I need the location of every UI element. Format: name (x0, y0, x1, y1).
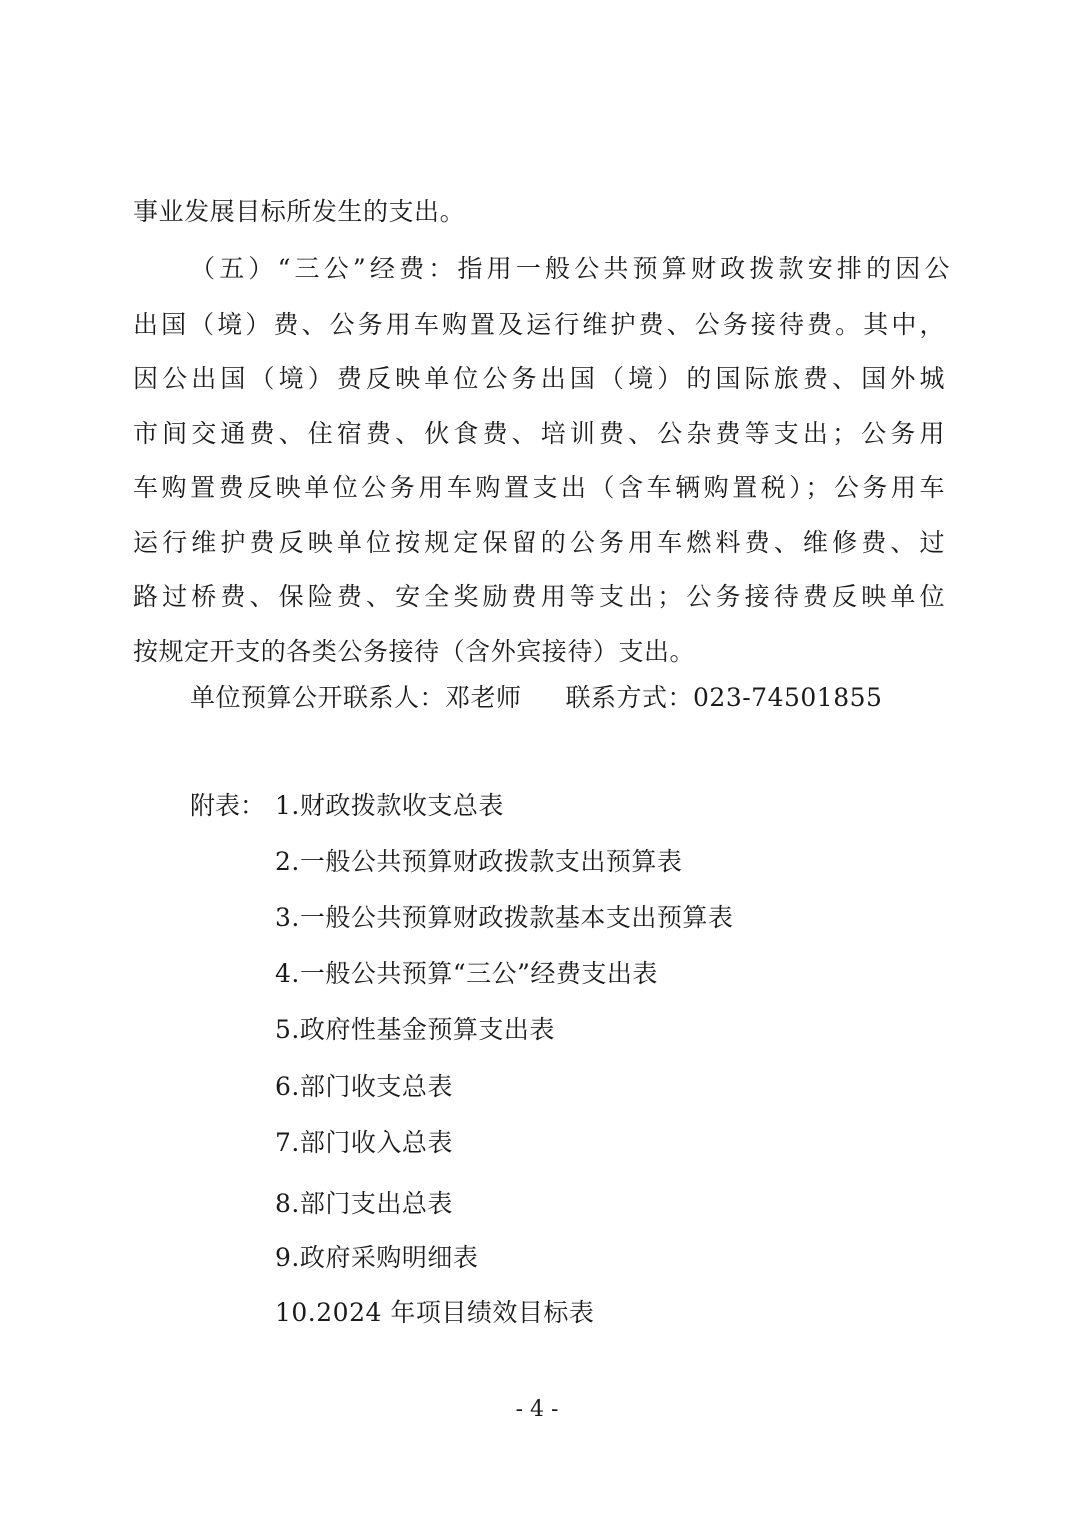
paragraph-line: 路过桥费、保险费、安全奖励费用等支出；公务接待费反映单位 (133, 582, 945, 611)
paragraph-line: 出国（境）费、公务用车购置及运行维护费、公务接待费。其中， (133, 310, 945, 339)
contact-phone: 联系方式：023-74501855 (565, 683, 883, 712)
paragraph-line: 按规定开支的各类公务接待（含外宾接待）支出。 (133, 637, 696, 666)
page-number: - 4 - (515, 1397, 559, 1422)
attachment-item: 9.政府采购明细表 (275, 1243, 479, 1272)
attachment-item: 10.2024 年项目绩效目标表 (275, 1298, 595, 1327)
paragraph-line: 车购置费反映单位公务用车购置支出（含车辆购置税）；公务用车 (133, 473, 945, 502)
paragraph-line: 事业发展目标所发生的支出。 (133, 197, 466, 226)
attachment-item: 5.政府性基金预算支出表 (275, 1015, 555, 1044)
section-heading-three-public-expenses: （五）“三公”经费：指用一般公共预算财政拨款安排的因公 (190, 254, 950, 283)
attachment-item: 3.一般公共预算财政拨款基本支出预算表 (275, 903, 734, 932)
attachment-item: 4.一般公共预算“三公”经费支出表 (275, 959, 658, 988)
attachment-item: 8.部门支出总表 (275, 1189, 453, 1218)
paragraph-line: 因公出国（境）费反映单位公务出国（境）的国际旅费、国外城 (133, 364, 945, 393)
attachment-item: 6.部门收支总表 (275, 1072, 453, 1101)
attachment-item: 7.部门收入总表 (275, 1128, 453, 1157)
paragraph-line: 市间交通费、住宿费、伙食费、培训费、公杂费等支出；公务用 (133, 419, 945, 448)
attachments-label: 附表： (190, 791, 266, 820)
paragraph-line: 运行维护费反映单位按规定保留的公务用车燃料费、维修费、过 (133, 528, 945, 557)
attachment-item: 2.一般公共预算财政拨款支出预算表 (275, 847, 683, 876)
contact-info (190, 682, 882, 714)
attachment-item: 1.财政拨款收支总表 (275, 791, 504, 820)
contact-person: 单位预算公开联系人：邓老师 (190, 683, 522, 712)
